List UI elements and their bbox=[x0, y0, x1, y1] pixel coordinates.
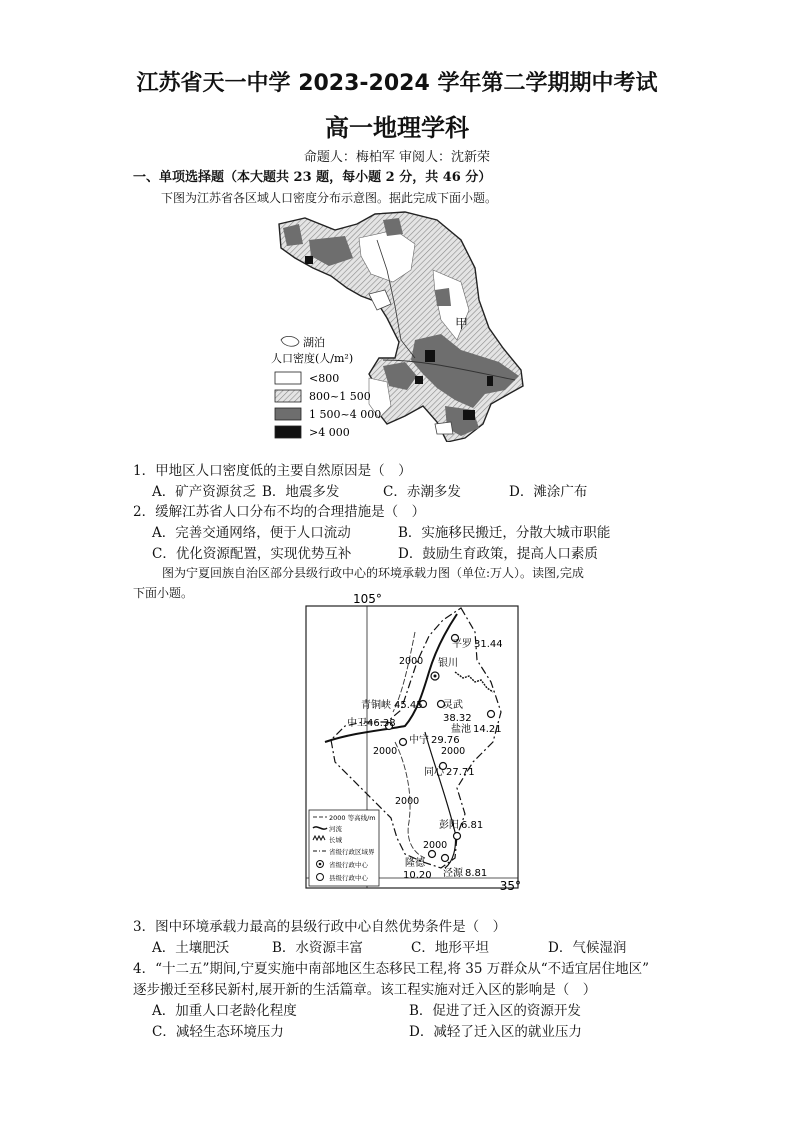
intro-text-2-line2: 下面小题。 bbox=[133, 586, 194, 600]
q4-option-d[interactable]: D．减轻了迁入区的就业压力 bbox=[409, 1024, 582, 1040]
region-jia-label: 甲 bbox=[455, 317, 469, 332]
legend-label-high: 1 500~4 000 bbox=[309, 408, 382, 421]
contour-label-3: 2000 bbox=[441, 746, 466, 757]
city-marker-zhongning bbox=[400, 739, 407, 746]
lake-legend-label: 湖泊 bbox=[303, 336, 325, 349]
top-density-area bbox=[415, 376, 423, 384]
ningxia-capacity-map bbox=[305, 592, 521, 902]
city-yanchi-value: 14.21 bbox=[473, 724, 502, 735]
city-tongxin-value: 27.71 bbox=[446, 767, 475, 778]
q1-option-a[interactable]: A．矿产资源贫乏 bbox=[152, 484, 257, 500]
q3-option-a[interactable]: A．土壤肥沃 bbox=[152, 940, 230, 956]
q2-option-c[interactable]: C．优化资源配置，实现优势互补 bbox=[152, 546, 352, 562]
q4-option-c[interactable]: C．减轻生态环境压力 bbox=[152, 1024, 284, 1040]
lake-legend-icon bbox=[281, 336, 299, 346]
legend-swatch-high bbox=[275, 408, 301, 420]
q1-option-c[interactable]: C．赤潮多发 bbox=[383, 484, 461, 500]
city-zhongwei-value: 46.38 bbox=[367, 718, 396, 729]
city-pengyang-name: 彭阳 bbox=[439, 820, 459, 831]
legend-provincial-center: 省级行政中心 bbox=[329, 861, 368, 869]
city-lingwu-value: 38.32 bbox=[443, 713, 472, 724]
q2-option-d[interactable]: D．鼓励生育政策，提高人口素质 bbox=[398, 546, 598, 562]
contour-label-1: 2000 bbox=[399, 656, 424, 667]
question-1-stem: 1．甲地区人口密度低的主要自然原因是（ ） bbox=[133, 463, 412, 479]
question-2-stem: 2．缓解江苏省人口分布不均的合理措施是（ ） bbox=[133, 504, 426, 520]
legend-great-wall: 长城 bbox=[329, 836, 342, 844]
legend-label-low: <800 bbox=[309, 372, 340, 385]
exam-title: 江苏省天一中学 2023-2024 学年第二学期期中考试 bbox=[136, 71, 658, 96]
city-longde-value: 10.20 bbox=[403, 870, 432, 881]
lat-35-label: 35° bbox=[499, 879, 521, 893]
legend-river: 河流 bbox=[329, 825, 342, 833]
legend-swatch-mid bbox=[275, 390, 301, 402]
legend-swatch-top bbox=[275, 426, 301, 438]
top-density-area bbox=[425, 350, 435, 362]
question-3-stem: 3．图中环境承载力最高的县级行政中心自然优势条件是（ ） bbox=[133, 919, 507, 935]
city-qingtongxia-name: 青铜峡 bbox=[361, 700, 391, 711]
q2-option-b[interactable]: B．实施移民搬迁，分散大城市职能 bbox=[398, 525, 611, 541]
question-4-stem-line2: 逐步搬迁至移民新村,展开新的生活篇章。该工程实施对迁入区的影响是（ ） bbox=[133, 982, 597, 998]
top-density-area bbox=[305, 256, 313, 264]
high-density-area bbox=[435, 288, 451, 306]
section-heading: 一、单项选择题（本大题共 23 题，每小题 2 分，共 46 分） bbox=[133, 170, 492, 185]
top-density-area bbox=[463, 410, 475, 420]
contour-label-2: 2000 bbox=[373, 746, 398, 757]
city-pingluo-value: 31.44 bbox=[474, 639, 503, 650]
legend-label-top: >4 000 bbox=[309, 426, 350, 439]
contour-label-5: 2000 bbox=[423, 840, 448, 851]
q4-option-b[interactable]: B．促进了迁入区的资源开发 bbox=[409, 1003, 581, 1019]
city-pengyang-value: 6.81 bbox=[461, 820, 484, 831]
city-jingyuan-value: 8.81 bbox=[465, 868, 488, 879]
intro-text-2-line1: 图为宁夏回族自治区部分县级行政中心的环境承载力图（单位:万人）。读图,完成 bbox=[162, 566, 584, 580]
city-pingluo-name: 平罗 bbox=[452, 639, 472, 650]
q3-option-d[interactable]: D．气候湿润 bbox=[548, 940, 627, 956]
legend-swatch-low bbox=[275, 372, 301, 384]
city-jingyuan-name: 泾源 bbox=[443, 868, 463, 879]
city-longde-name: 隆德 bbox=[405, 858, 425, 869]
q1-option-d[interactable]: D．滩涂广布 bbox=[509, 484, 588, 500]
city-marker-jingyuan bbox=[442, 855, 449, 862]
lon-105-label: 105° bbox=[353, 592, 382, 606]
legend-county-center: 县级行政中心 bbox=[329, 874, 368, 882]
city-lingwu-name: 灵武 bbox=[443, 700, 463, 711]
contour-label-4: 2000 bbox=[395, 796, 420, 807]
q3-option-b[interactable]: B．水资源丰富 bbox=[272, 940, 363, 956]
top-density-area bbox=[487, 376, 493, 386]
legend-label-mid: 800~1 500 bbox=[309, 390, 371, 403]
q1-option-b[interactable]: B．地震多发 bbox=[262, 484, 340, 500]
city-zhongwei-name: 中卫 bbox=[347, 718, 367, 729]
city-zhongning-value: 29.76 bbox=[431, 735, 460, 746]
intro-text-1: 下图为江苏省各区域人口密度分布示意图。据此完成下面小题。 bbox=[161, 191, 498, 205]
legend-boundary: 省级行政区域界 bbox=[329, 848, 375, 856]
exam-subtitle: 高一地理学科 bbox=[325, 114, 469, 142]
legend-title: 人口密度(人/m²) bbox=[271, 352, 354, 365]
legend-contour: 2000 等高线/m bbox=[329, 814, 376, 822]
q4-option-a[interactable]: A．加重人口老龄化程度 bbox=[152, 1003, 297, 1019]
jiangsu-density-map bbox=[265, 210, 527, 446]
city-yanchi-name: 盐池 bbox=[451, 724, 471, 735]
question-4-stem-line1: 4．“十二五”期间,宁夏实施中南部地区生态移民工程,将 35 万群众从“不适宜居住地区” bbox=[133, 961, 650, 977]
city-zhongning-name: 中宁 bbox=[409, 735, 429, 746]
city-marker-longde bbox=[429, 851, 436, 858]
city-qingtongxia-value: 45.45 bbox=[394, 700, 423, 711]
lake bbox=[435, 422, 453, 434]
city-marker-yanchi bbox=[488, 711, 495, 718]
q3-option-c[interactable]: C．地形平坦 bbox=[411, 940, 489, 956]
city-yinchuan-name: 银川 bbox=[438, 658, 458, 669]
city-marker-pengyang bbox=[454, 833, 461, 840]
q2-option-a[interactable]: A．完善交通网络，便于人口流动 bbox=[152, 525, 351, 541]
city-tongxin-name: 同心 bbox=[424, 767, 444, 778]
authors-line: 命题人：梅柏军 审阅人：沈新荣 bbox=[303, 150, 491, 165]
